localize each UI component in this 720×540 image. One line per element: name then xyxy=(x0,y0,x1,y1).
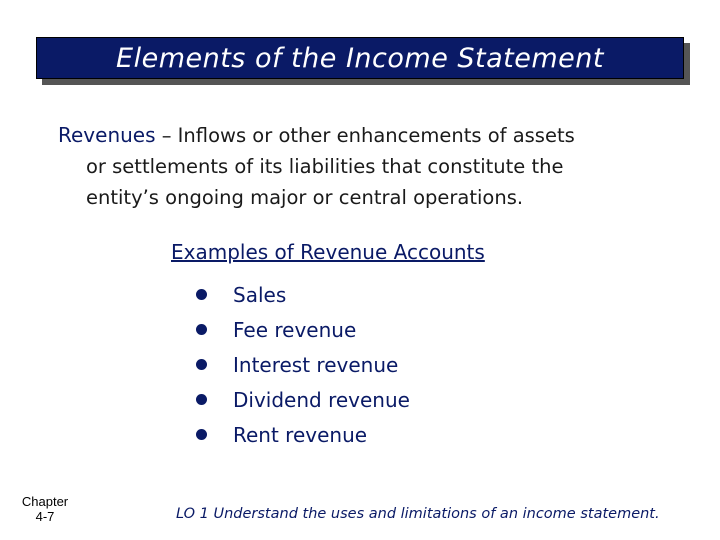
title-bar xyxy=(36,37,684,79)
account-label: Dividend revenue xyxy=(233,387,410,412)
learning-objective: LO 1 Understand the uses and limitations of an income statement. xyxy=(176,506,660,522)
list-item xyxy=(196,347,410,382)
bullet-icon xyxy=(196,394,207,405)
definition-text-1: – Inflows or other enhancements of assets xyxy=(155,124,575,147)
chapter-page: 4-7 xyxy=(35,509,55,524)
account-label: Sales xyxy=(233,282,287,307)
bullet-icon xyxy=(196,429,207,440)
definition-line-1 xyxy=(58,120,688,151)
examples-heading: Examples of Revenue Accounts xyxy=(171,240,485,264)
chapter-number xyxy=(14,494,76,524)
account-label: Interest revenue xyxy=(233,352,399,377)
bullet-icon xyxy=(196,324,207,335)
list-item xyxy=(196,312,410,347)
bullet-icon xyxy=(196,289,207,300)
definition-term: Revenues xyxy=(58,123,156,147)
account-label: Fee revenue xyxy=(233,317,357,342)
list-item xyxy=(196,382,410,417)
definition-line-2: or settlements of its liabilities that constitute the xyxy=(86,155,564,178)
chapter-label: Chapter xyxy=(21,494,69,509)
revenue-accounts-list xyxy=(196,277,410,452)
list-item xyxy=(196,277,410,312)
definition-line-3: entity’s ongoing major or central operations. xyxy=(86,186,524,209)
bullet-icon xyxy=(196,359,207,370)
list-item xyxy=(196,417,410,452)
slide-title: Elements of the Income Statement xyxy=(116,42,604,74)
account-label: Rent revenue xyxy=(233,422,368,447)
revenue-definition xyxy=(58,120,688,213)
